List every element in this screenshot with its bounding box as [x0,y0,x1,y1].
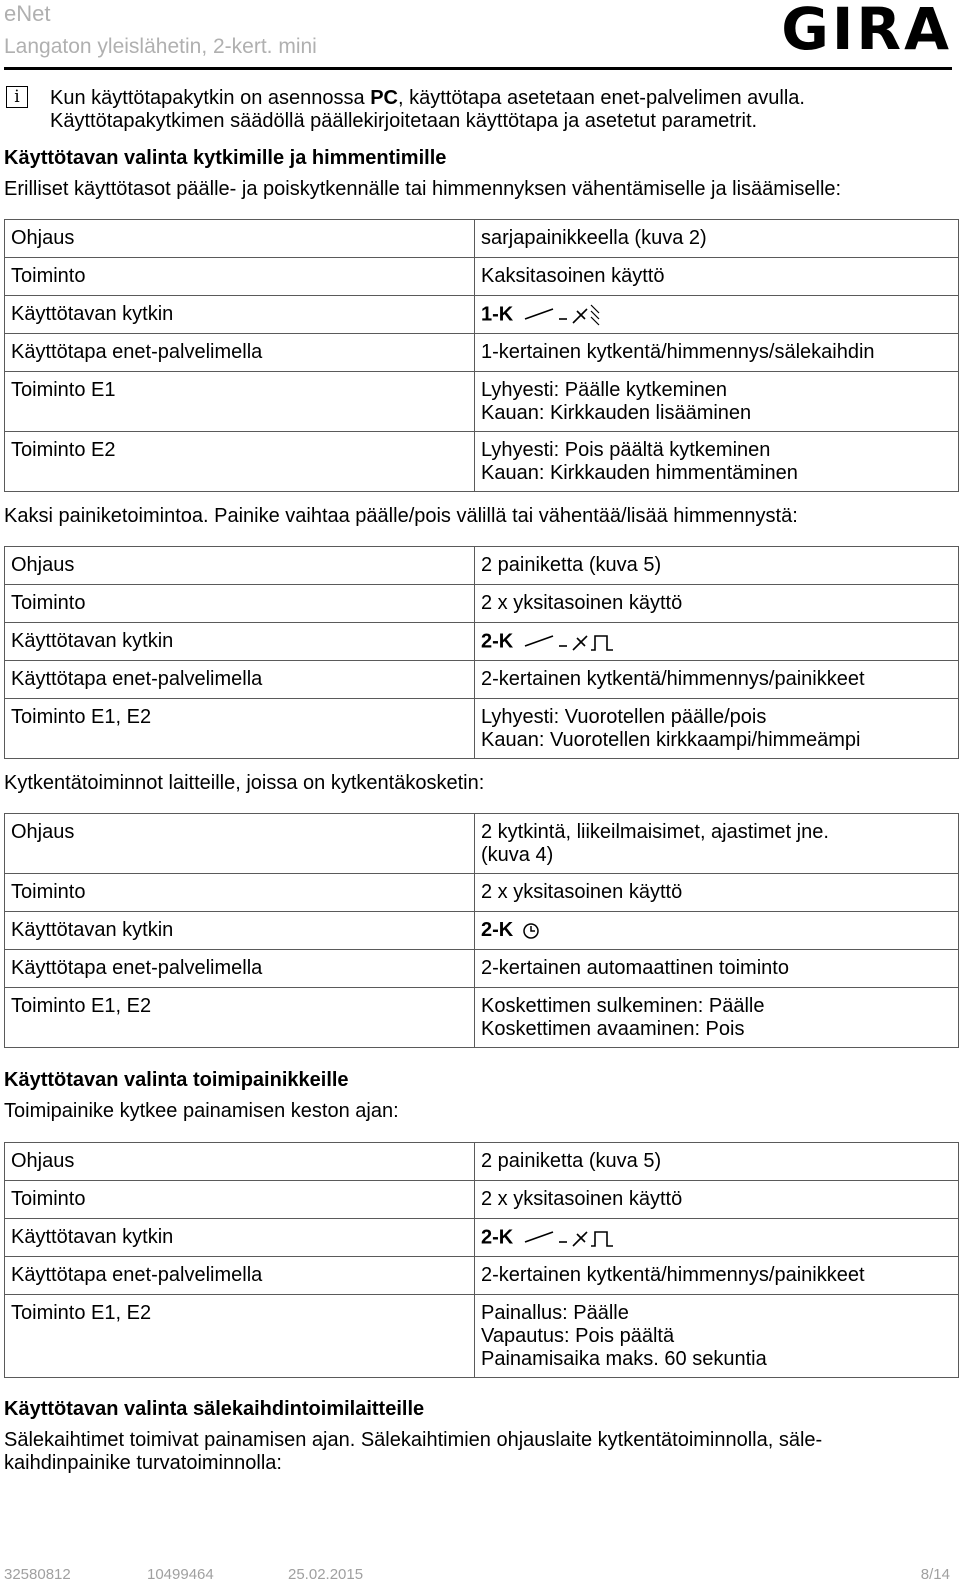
mode-switch-value: 2-K [481,1226,514,1249]
table-row [5,1143,959,1181]
table-row [5,547,959,585]
row-value: 2-kertainen kytkentä/himmennys/painikkeet [475,1257,959,1295]
row-label: Toiminto [5,585,475,623]
row-label: Toiminto E1, E2 [5,699,475,759]
table-row [5,1219,959,1257]
section-heading-pushbuttons: Käyttötavan valinta toimipainikkeille [4,1069,349,1091]
table-row [5,372,959,432]
value-line: Kauan: Kirkkauden lisääminen [481,402,752,424]
row-value: 2 painiketta (kuva 5) [475,1143,959,1181]
table-row [5,1295,959,1378]
table-operating-mode-1 [4,219,959,492]
row-value [475,1219,959,1257]
value-line: Koskettimen avaaminen: Pois [481,1018,745,1040]
table-row [5,220,959,258]
gira-logo: GIRA [781,0,952,63]
row-value: 2-kertainen automaattinen toiminto [475,950,959,988]
note-text-pre: Kun käyttötapakytkin on asennossa [50,87,371,109]
row-value: 1-kertainen kytkentä/himmennys/sälekaihdin [475,334,959,372]
row-value: 2-kertainen kytkentä/himmennys/painikkeet [475,661,959,699]
value-line: Vapautus: Pois päältä [481,1325,675,1347]
value-line: Kauan: Vuorotellen kirkkaampi/himmeämpi [481,729,861,751]
note-text-post: , käyttötapa asetetaan enet-palvelimen avulla. [398,87,805,109]
table-row [5,950,959,988]
footer-date: 25.02.2015 [288,1566,364,1583]
row-label: Toiminto [5,258,475,296]
value-line: Lyhyesti: Pois päältä kytkeminen [481,439,771,461]
section-text-blinds-line-1: Sälekaihtimet toimivat painamisen ajan. Sälekaihtimien ohjauslaite kytkentätoiminnolla, säle- [4,1429,823,1451]
row-value [475,988,959,1048]
note-text-bold: PC [370,87,399,109]
table-operating-mode-4 [4,1142,959,1378]
clock-icon [521,921,541,941]
row-label: Käyttötavan kytkin [5,623,475,661]
mode-switch-value: 2-K [481,919,514,941]
row-label: Käyttötapa enet-palvelimella [5,1257,475,1295]
table-row [5,1181,959,1219]
header-divider [4,67,952,70]
section-intro-switches-dimmers: Erilliset käyttötasot päälle- ja poiskytkennälle tai himmennyksen vähentämiselle ja lisäämiselle: [4,178,842,200]
row-label: Käyttötavan kytkin [5,296,475,334]
table-row [5,334,959,372]
row-label: Käyttötavan kytkin [5,912,475,950]
footer-page-number: 8/14 [920,1566,950,1583]
value-line: Painamisaika maks. 60 sekuntia [481,1348,767,1370]
row-label: Käyttötavan kytkin [5,1219,475,1257]
row-value: 2 x yksitasoinen käyttö [475,585,959,623]
value-line: Koskettimen sulkeminen: Päälle [481,995,765,1017]
product-name: eNet [4,1,51,26]
row-label: Ohjaus [5,814,475,874]
table-row [5,814,959,874]
table-row [5,988,959,1048]
row-label: Toiminto E1, E2 [5,988,475,1048]
table-row [5,661,959,699]
value-line: Lyhyesti: Päälle kytkeminen [481,379,728,401]
row-value: 2 x yksitasoinen käyttö [475,1181,959,1219]
row-label: Käyttötapa enet-palvelimella [5,950,475,988]
row-label: Toiminto E1 [5,372,475,432]
info-icon: i [6,86,28,108]
row-label: Ohjaus [5,547,475,585]
table-row [5,258,959,296]
value-line: (kuva 4) [481,844,554,866]
row-value: sarjapainikkeella (kuva 2) [475,220,959,258]
section-heading-switches-dimmers: Käyttötavan valinta kytkimille ja himmentimille [4,147,447,169]
row-value [475,1295,959,1378]
section-text-blinds-line-2: kaihdinpainike turvatoiminnolla: [4,1452,282,1474]
row-value [475,372,959,432]
value-line: Lyhyesti: Vuorotellen päälle/pois [481,706,767,728]
table-row [5,296,959,334]
table-operating-mode-3 [4,813,959,1048]
row-value [475,699,959,759]
row-label: Käyttötapa enet-palvelimella [5,334,475,372]
document-subtitle: Langaton yleislähetin, 2-kert. mini [4,35,317,58]
row-label: Toiminto E2 [5,432,475,492]
row-value [475,814,959,874]
row-label: Toiminto [5,874,475,912]
table-row [5,699,959,759]
row-value [475,432,959,492]
paragraph-contact-devices: Kytkentätoiminnot laitteille, joissa on kytkentäkosketin: [4,772,485,794]
note-line-1 [50,87,805,110]
value-line: Kauan: Kirkkauden himmentäminen [481,462,798,484]
row-label: Käyttötapa enet-palvelimella [5,661,475,699]
footer-article-number: 10499464 [147,1566,214,1583]
value-line: 2 kytkintä, liikeilmaisimet, ajastimet jne. [481,821,829,843]
row-label: Toiminto E1, E2 [5,1295,475,1378]
table-row [5,585,959,623]
table-row [5,1257,959,1295]
note-line-2: Käyttötapakytkimen säädöllä päällekirjoitetaan käyttötapa ja asetetut parametrit. [50,110,758,132]
row-label: Ohjaus [5,1143,475,1181]
section-heading-blinds: Käyttötavan valinta sälekaihdintoimilaitteille [4,1398,425,1420]
value-line: Painallus: Päälle [481,1302,629,1324]
footer-doc-number: 32580812 [4,1566,71,1583]
row-value [475,296,959,334]
table-operating-mode-2 [4,546,959,759]
row-value: 2 painiketta (kuva 5) [475,547,959,585]
switch-dimmer-blind-symbol [521,303,611,327]
row-label: Toiminto [5,1181,475,1219]
mode-switch-value: 2-K [481,630,514,653]
table-row [5,432,959,492]
table-row [5,874,959,912]
row-label: Ohjaus [5,220,475,258]
switch-dimmer-pushbutton-symbol [521,630,621,654]
paragraph-two-button-functions: Kaksi painiketoimintoa. Painike vaihtaa päälle/pois välillä tai vähentää/lisää himmennystä: [4,505,798,527]
row-value: 2 x yksitasoinen käyttö [475,874,959,912]
row-value: Kaksitasoinen käyttö [475,258,959,296]
mode-switch-value: 1-K [481,303,514,326]
section-intro-pushbuttons: Toimipainike kytkee painamisen keston ajan: [4,1100,399,1122]
switch-dimmer-pushbutton-symbol [521,1226,621,1250]
table-row [5,912,959,950]
row-value [475,623,959,661]
row-value [475,912,959,950]
table-row [5,623,959,661]
